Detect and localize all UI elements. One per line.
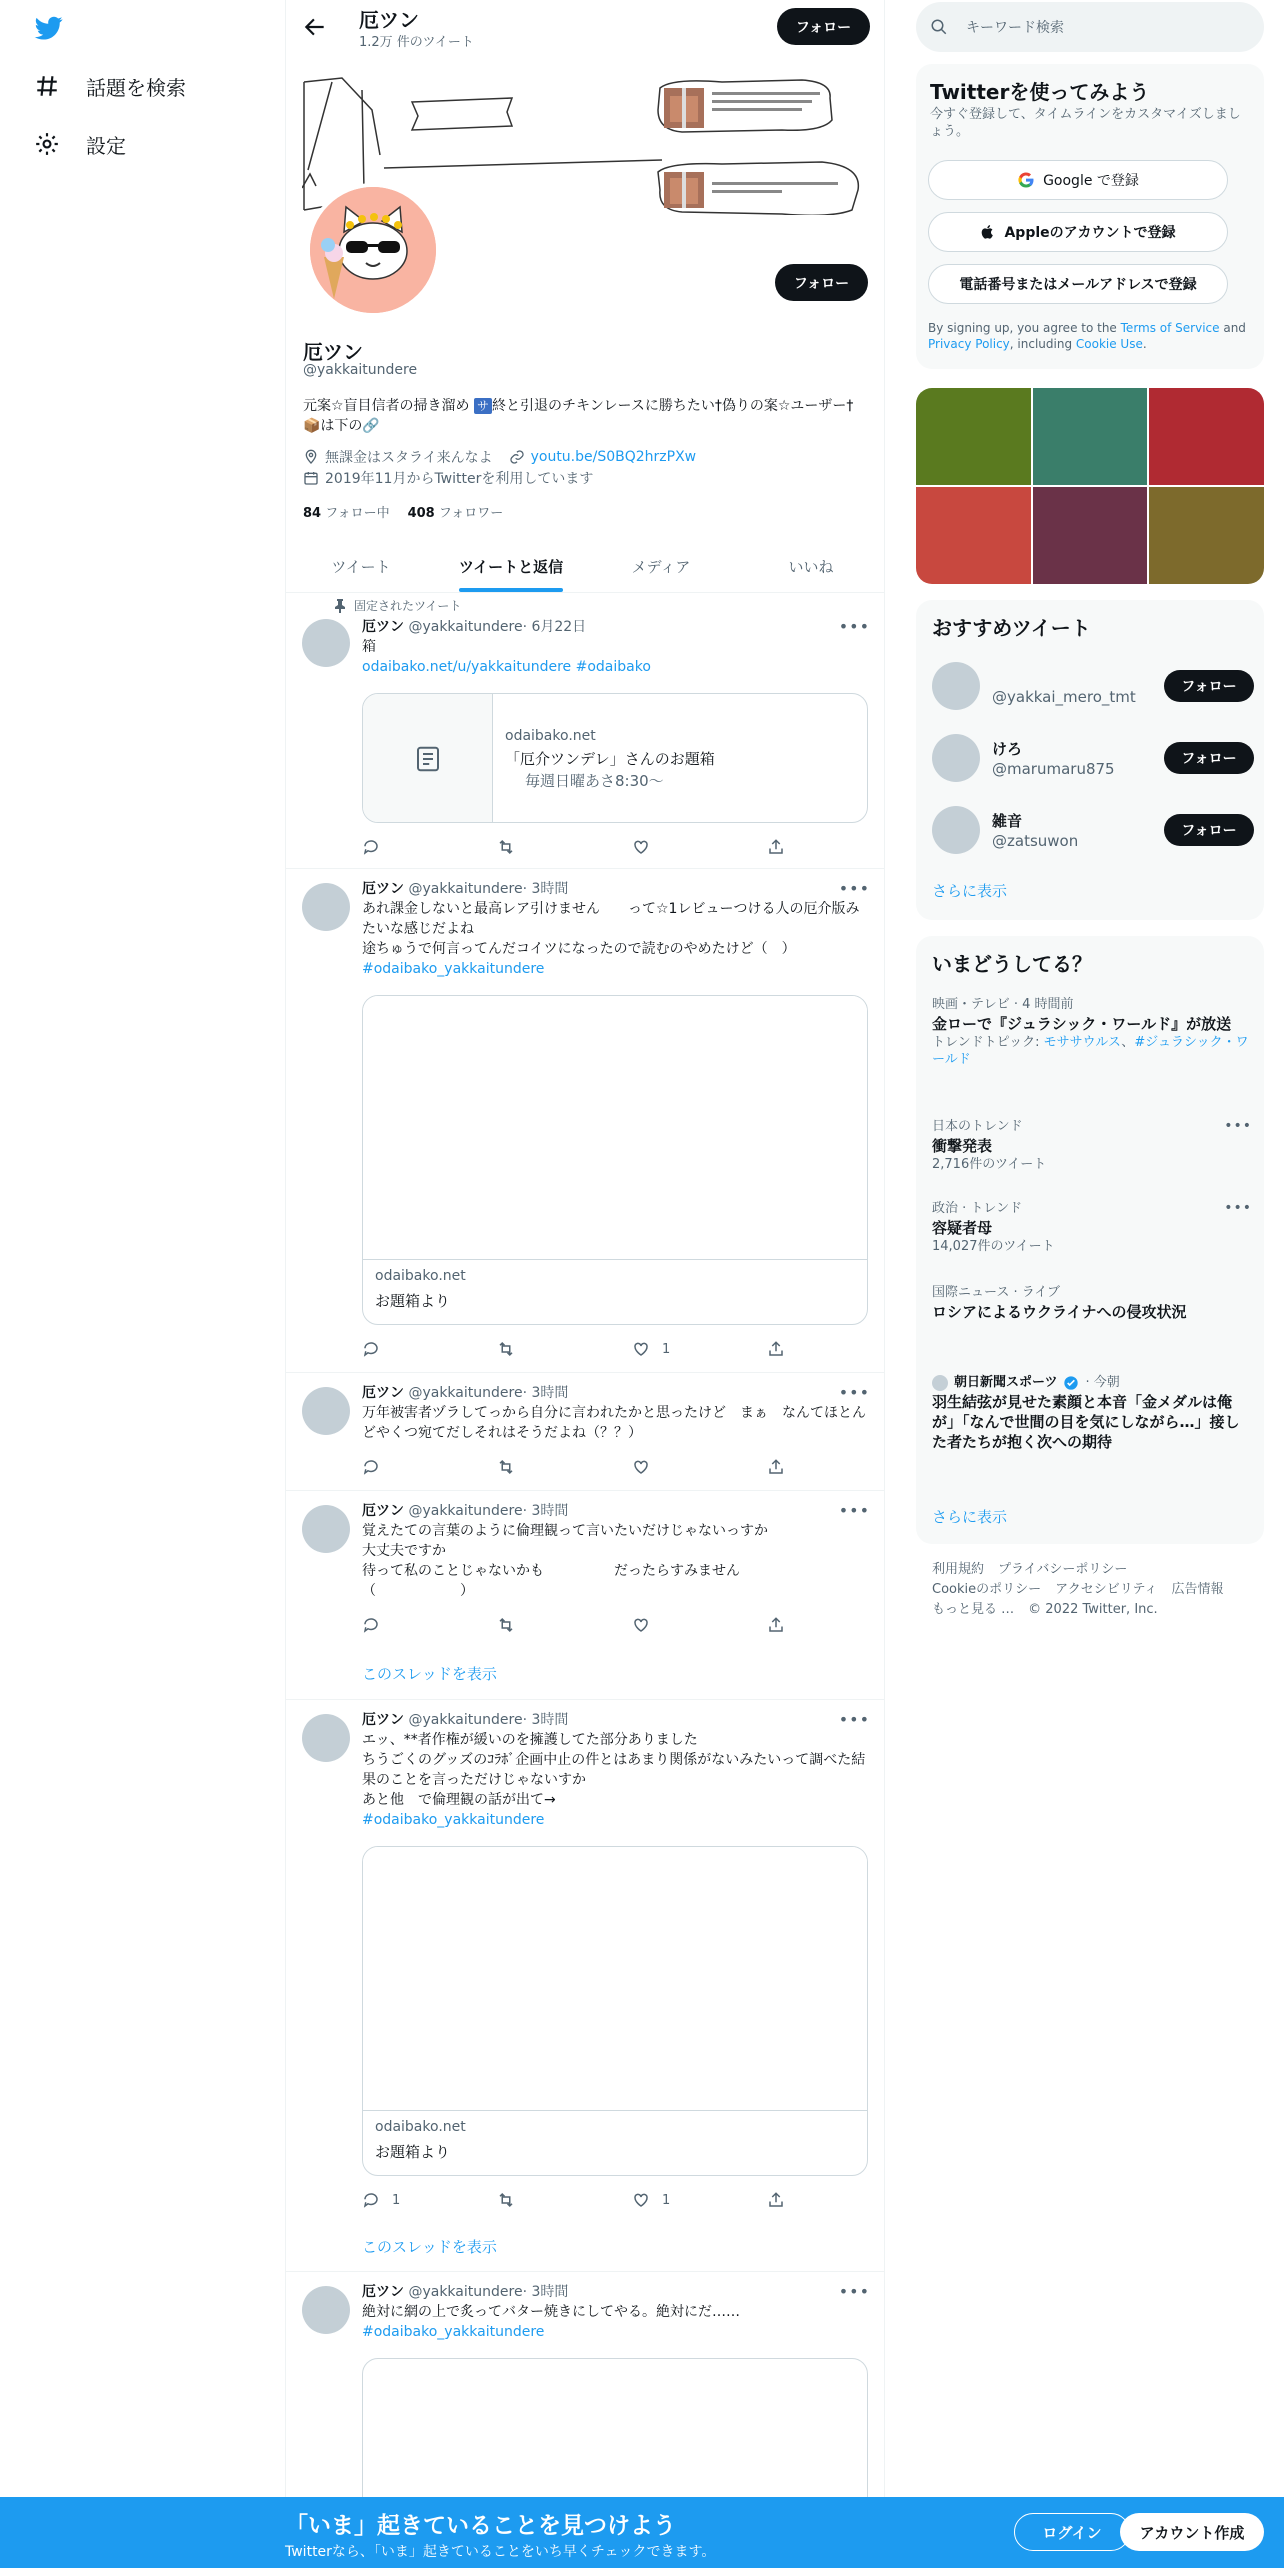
tweet-text: 途ちゅうで何言ってんだコイツになったので読むのやめたけど（ ） [362,941,796,957]
card-image [363,1847,867,2111]
tweet-hashtag[interactable]: #odaibako_yakkaitundere [362,1812,545,1828]
tweet-text: 箱 [362,639,376,655]
footer-link[interactable]: 広告情報 [1171,1582,1224,1597]
retweet-icon [497,1340,515,1358]
tweet-body [362,1710,870,1830]
retweet-button[interactable] [497,1458,515,1476]
tweet-actions [362,837,782,857]
follow-button[interactable]: フォロー [1164,814,1254,846]
signup-subtitle: 今すぐ登録して、タイムラインをカスタマイズしましょう。 [930,107,1241,139]
profile-handle: @yakkaitundere [303,362,418,378]
tab-likes[interactable]: いいね [788,557,834,576]
share-icon [767,2191,785,2209]
reply-icon [362,1458,380,1476]
footer-link[interactable]: Cookieのポリシー [932,1582,1042,1597]
trends-panel [916,936,1264,1544]
tweet-time[interactable]: · 3時間 [522,1712,569,1728]
tweet-body [362,1501,870,1601]
verified-badge-icon [1063,1375,1079,1391]
more-icon[interactable]: ••• [838,1383,870,1402]
google-icon [1017,171,1035,189]
tweet[interactable] [286,1491,885,1700]
tweet-author-name[interactable]: 厄ツン [362,881,404,897]
profile-header-bar [286,0,885,53]
footer-link[interactable]: 利用規約 [932,1562,985,1577]
tweet-hashtag[interactable]: #odaibako_yakkaitundere [362,961,545,977]
retweet-icon [497,2191,515,2209]
trend-topic-link[interactable]: #ジュラシック・ワールド [932,1035,1249,1067]
footer-links [932,1560,1252,1620]
tweet-body [362,2282,870,2342]
like-button[interactable] [632,1616,650,1634]
search-input[interactable] [916,2,1264,52]
share-icon [767,1616,785,1634]
footer-link[interactable]: プライバシーポリシー [998,1562,1128,1577]
profile-avatar[interactable] [306,183,440,317]
news-title: 羽生結弦が見せた素顔と本音「金メダルは俺が」「なんで世間の目を気にしながら…」接した者たちが抱く次への期待 [932,1393,1240,1451]
back-arrow-icon[interactable] [302,14,328,40]
share-button[interactable] [767,1340,785,1358]
footer-more-link[interactable]: もっと見る … [932,1602,1015,1617]
media-thumbnail[interactable] [1149,388,1264,485]
reply-button[interactable] [362,838,380,856]
heart-icon [632,1458,650,1476]
recommended-title: おすすめツイート [932,616,1091,640]
card-domain: odaibako.net [375,2119,466,2135]
tweet-text: 待って私のことじゃないかも だったらすみません [362,1563,740,1579]
tweet-avatar[interactable] [302,883,350,931]
header-profile-name: 厄ツン [359,8,419,32]
profile-bio [303,396,868,436]
tweet-author-handle[interactable]: @yakkaitundere [408,2284,523,2300]
pin-icon [334,599,346,613]
location-icon [303,449,319,465]
rec-name: 雑音 [992,812,1023,830]
tweet-author-name[interactable]: 厄ツン [362,619,404,635]
card-title: 「厄介ツンデレ」さんのお題箱 [505,750,715,768]
reply-icon [362,838,380,856]
rec-handle: @zatsuwon [992,832,1079,850]
rec-handle: @yakkai_mero_tmt [992,688,1136,706]
media-thumbnail[interactable] [1033,388,1148,485]
tweet-time[interactable]: · 3時間 [522,881,569,897]
media-thumbnail[interactable] [1149,487,1264,584]
tweet-time[interactable]: · 3時間 [522,1503,569,1519]
search-placeholder: キーワード検索 [966,20,1064,36]
like-button[interactable] [632,1340,670,1358]
tweet-body [362,879,870,979]
link-card[interactable] [362,995,868,1325]
left-nav [0,0,285,2568]
signup-legal: By signing up, you agree to the Terms of Service and Privacy Policy, including Cookie Use. [928,321,1246,351]
main-column [285,0,885,2568]
nav-explore-label: 話題を検索 [86,75,186,100]
tweet-body [362,1383,870,1443]
profile-joined: 2019年11月からTwitterを利用しています [325,471,594,487]
show-more-link[interactable]: さらに表示 [932,1508,1008,1526]
tweet-avatar[interactable] [302,1714,350,1762]
login-button[interactable]: ログイン [1014,2513,1130,2551]
profile-joined-row [303,468,593,488]
tweet-avatar[interactable] [302,1387,350,1435]
recommended-account[interactable] [932,662,1254,712]
tweet-author-handle[interactable]: @yakkaitundere [408,1385,523,1401]
tweet-author-handle[interactable]: @yakkaitundere [408,619,523,635]
followers-label: フォロワー [438,506,504,521]
show-more-link[interactable]: さらに表示 [932,882,1008,900]
tweet-author-name[interactable]: 厄ツン [362,1385,404,1401]
bottom-signup-bar [0,2497,1284,2568]
avatar[interactable] [932,734,980,782]
more-icon[interactable]: ••• [838,617,870,636]
tweet-text: ちうごくのグッズのｺﾗﾎﾞ企画中止の件とはあまり関係がないみたいって調べた結果のことを言っただけじゃないすか [362,1752,866,1788]
reply-button[interactable] [362,1340,392,1358]
tweet-actions [362,1615,782,1635]
signup-panel [916,64,1264,369]
tweet-links[interactable]: odaibako.net/u/yakkaitundere #odaibako [362,659,651,675]
bio-text-1: 元案☆盲目信者の掃き溜め [303,398,475,414]
follow-button[interactable]: フォロー [1164,670,1254,702]
like-count: 1 [662,1341,671,1357]
link-card[interactable] [362,693,868,823]
tweet-time[interactable]: · 3時間 [522,1385,569,1401]
header-follow-button[interactable]: フォロー [777,8,870,45]
nav-explore[interactable] [34,62,186,110]
bottom-bar-title: 「いま」起きていることを見つけよう [285,2513,676,2539]
card-title: お題箱より [375,1292,451,1310]
bottom-bar-subtitle: Twitterなら、「いま」起きていることをいち早くチェックできます。 [285,2544,716,2560]
media-thumbnail[interactable] [916,388,1031,485]
trend-item[interactable]: 政治 · トレンド 容疑者母 14,027件のツイート ••• [932,1200,1252,1254]
show-thread-link[interactable]: このスレッドを表示 [362,1665,497,1683]
card-image [363,996,867,1260]
privacy-link[interactable]: Privacy Policy [928,337,1010,351]
tweet[interactable] [286,1700,885,2272]
trend-title: 金ローで『ジュラシック・ワールド』が放送 [932,1015,1232,1033]
header-tweet-count: 1.2万 件のツイート [359,35,474,50]
recommended-account[interactable] [932,806,1254,856]
profile-follow-button[interactable]: フォロー [775,264,868,301]
follow-button[interactable]: フォロー [1164,742,1254,774]
footer-link[interactable]: アクセシビリティ [1055,1582,1158,1597]
follow-counts [303,502,503,521]
retweet-icon [497,1458,515,1476]
avatar[interactable] [932,806,980,854]
tweet-actions [362,1339,782,1359]
reply-button[interactable] [362,2191,400,2209]
like-button[interactable] [632,1458,650,1476]
google-signup-button[interactable]: Google で登録 [928,160,1228,200]
link-card[interactable] [362,1846,868,2176]
trends-title: いまどうしてる？ [932,952,1092,976]
tweet-text: あれ課金しないと最高レア引けません って☆1レビューつける人の厄介版みたいな感じだよね [362,901,860,937]
followers-count: 408 [407,506,435,521]
more-icon[interactable]: ••• [838,1710,870,1729]
card-domain: odaibako.net [375,1268,466,1284]
following-label: フォロー中 [325,506,390,521]
trend-title: ロシアによるウクライナへの侵攻状況 [932,1303,1187,1321]
create-account-button[interactable]: アカウント作成 [1120,2513,1264,2551]
share-button[interactable] [767,1458,785,1476]
card-domain: odaibako.net [505,728,596,744]
heart-icon [632,1340,650,1358]
tweet-time[interactable]: · 3時間 [522,2284,569,2300]
retweet-button[interactable] [497,1340,527,1358]
recommended-panel [916,600,1264,920]
profile-location: 無課金はスタライ来んなよ [325,450,493,466]
tweet-hashtag[interactable]: #odaibako_yakkaitundere [362,2324,545,2340]
retweet-button[interactable] [497,1616,515,1634]
avatar[interactable] [932,662,980,710]
tweet[interactable] [286,593,885,869]
apple-signup-button[interactable]: Appleのアカウントで登録 [928,212,1228,252]
more-icon[interactable]: ••• [1224,1118,1252,1134]
link-icon [509,449,525,465]
share-button[interactable] [767,1616,785,1634]
tweet-actions [362,2190,782,2210]
tweet-avatar[interactable] [302,2286,350,2334]
heart-icon [632,2191,650,2209]
news-source: 朝日新聞スポーツ [954,1375,1058,1390]
followers-link[interactable] [408,502,504,521]
profile-display-name: 厄ツン [303,340,363,364]
tweet-text: 万年被害者ヅラしてっから自分に言われたかと思ったけど まぁ なんてほとんどやくつ宛てだしそれはそうだよね（？？） [362,1405,866,1441]
share-icon [767,1340,785,1358]
nav-settings[interactable] [34,120,126,168]
tweet-author-handle[interactable]: @yakkaitundere [408,1503,523,1519]
recommended-account[interactable] [932,734,1254,784]
share-icon [767,1458,785,1476]
news-source-avatar [932,1375,948,1391]
apple-icon [980,223,996,241]
reply-button[interactable] [362,1458,380,1476]
cookie-link[interactable]: Cookie Use [1075,337,1143,351]
retweet-icon [497,1616,515,1634]
trend-title: 衝撃発表 [932,1137,993,1155]
tweet-author-name[interactable]: 厄ツン [362,1503,404,1519]
trend-item[interactable]: 日本のトレンド 衝撃発表 2,716件のツイート ••• [932,1118,1252,1172]
tweet[interactable] [286,869,885,1373]
tweet-author-handle[interactable]: @yakkaitundere [408,1712,523,1728]
tweet-text: 絶対に網の上で炙ってバター焼きにしてやる。絶対にだ…… [362,2304,740,2320]
more-icon[interactable]: ••• [838,2282,870,2301]
more-icon[interactable]: ••• [1224,1200,1252,1216]
hashtag-icon [34,73,60,99]
show-thread-link[interactable]: このスレッドを表示 [362,2238,497,2256]
reply-icon [362,1616,380,1634]
cat-avatar-illustration [310,187,436,313]
article-icon [413,744,443,774]
tweet-text: （ ） [362,1583,474,1599]
news-item[interactable]: 朝日新聞スポーツ · 今朝 羽生結弦が見せた素顔と本音「金メダルは俺が」「なんで世間の目を気にしながら…」接した者たちが抱く次への期待 [932,1374,1252,1452]
tweet-text: エッ、**者作権が緩いのを擁護してた部分ありました [362,1732,698,1748]
retweet-button[interactable] [497,2191,527,2209]
gear-icon [34,131,60,157]
tweet-actions [362,1457,782,1477]
card-description: 毎週日曜あさ8:30〜 [525,772,664,790]
search-icon [930,18,948,36]
retweet-icon [497,838,515,856]
bio-tag: サ [474,398,492,414]
profile-tabs [286,540,885,593]
tweet-text: 大丈夫ですか [362,1543,446,1559]
tweet-author-name[interactable]: 厄ツン [362,1712,404,1728]
following-count: 84 [303,506,322,521]
share-button[interactable] [767,2191,785,2209]
trend-item[interactable]: 映画・テレビ · 4 時間前 金ローで『ジュラシック・ワールド』が放送 トレンドトピック: モササウルス、#ジュラシック・ワールド [932,996,1252,1068]
trend-topic-link[interactable]: モササウルス [1043,1035,1122,1050]
reply-icon [362,2191,380,2209]
card-title: お題箱より [375,2143,451,2161]
tweet-time[interactable]: · 6月22日 [522,619,587,635]
pinned-label: 固定されたツイート [334,597,461,614]
more-icon[interactable]: ••• [838,1501,870,1520]
profile-link[interactable]: youtu.be/S0BQ2hrzPXw [530,449,697,465]
like-button[interactable] [632,2191,670,2209]
tweet-author-handle[interactable]: @yakkaitundere [408,881,523,897]
trend-title: 容疑者母 [932,1219,993,1237]
tweet-avatar[interactable] [302,619,350,667]
twitter-logo-icon[interactable] [32,14,66,42]
profile-meta-row [303,447,696,467]
media-thumbnail[interactable] [916,487,1031,584]
tweet-text: あと他 で倫理観の話が出て→ [362,1792,556,1808]
reply-icon [362,1340,380,1358]
media-grid [916,388,1264,584]
tab-media[interactable]: メディア [631,557,691,576]
like-count: 1 [662,2192,671,2208]
tweet[interactable] [286,1373,885,1491]
signup-title: Twitterを使ってみよう [930,80,1150,104]
nav-settings-label: 設定 [86,133,126,158]
like-button[interactable] [632,838,650,856]
heart-icon [632,838,650,856]
reply-count: 1 [392,2192,401,2208]
heart-icon [632,1616,650,1634]
following-link[interactable] [303,502,390,521]
media-thumbnail[interactable] [1033,487,1148,584]
tweet-author-name[interactable]: 厄ツン [362,2284,404,2300]
trend-item[interactable]: 国際ニュース · ライブ ロシアによるウクライナへの侵攻状況 [932,1284,1252,1322]
tab-tweets-and-replies[interactable]: ツイートと返信 [436,540,586,592]
phone-email-signup-button[interactable]: 電話番号またはメールアドレスで登録 [928,264,1228,304]
bio-text-2: 終と引退のチキンレースに勝ちたい†偽りの案☆ユーザー† 📦は下の🔗 [303,398,854,434]
share-icon [767,838,785,856]
tweet-text: 覚えたての言葉のように倫理観って言いたいだけじゃないっすか [362,1523,768,1539]
retweet-button[interactable] [497,838,515,856]
terms-link[interactable]: Terms of Service [1120,321,1220,335]
tweet-avatar[interactable] [302,1505,350,1553]
share-button[interactable] [767,838,785,856]
calendar-icon [303,470,319,486]
reply-button[interactable] [362,1616,380,1634]
tab-tweets[interactable]: ツイート [331,557,391,576]
copyright: © 2022 Twitter, Inc. [1028,1602,1158,1617]
tweet-body [362,617,870,677]
rec-name: けろ [992,740,1023,758]
card-thumbnail [363,694,493,823]
more-icon[interactable]: ••• [838,879,870,898]
rec-handle: @marumaru875 [992,760,1115,778]
